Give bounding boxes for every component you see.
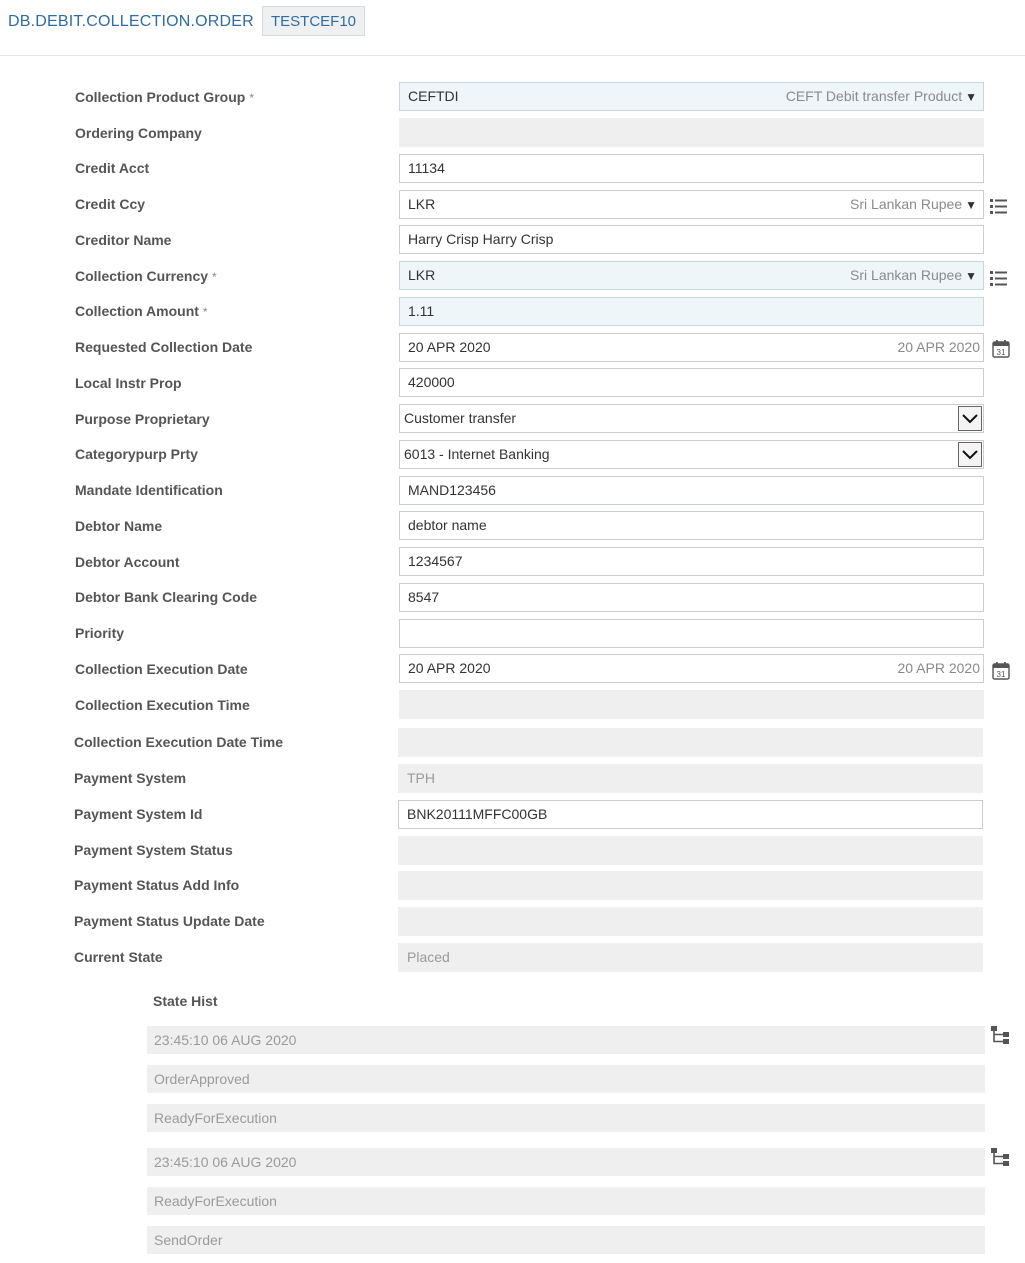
local-instr-prop-label: Local Instr Prop (75, 375, 182, 391)
hierarchy-icon[interactable] (989, 1023, 1011, 1045)
state-hist-entry: OrderApproved (147, 1065, 985, 1093)
collection-currency-field[interactable] (399, 261, 984, 290)
creditor-name-label: Creditor Name (75, 232, 172, 248)
credit-acct-label: Credit Acct (75, 160, 150, 176)
state-hist-entry: SendOrder (147, 1226, 985, 1254)
collection-execution-date-field[interactable] (399, 654, 984, 683)
collection-amount-field[interactable]: 1.11 (399, 297, 984, 326)
purpose-proprietary-label: Purpose Proprietary (75, 411, 210, 427)
label-text: Collection Product Group (75, 89, 246, 105)
field-description (850, 262, 977, 290)
date-display: 20 APR 2020 (897, 660, 980, 676)
required-marker: * (212, 270, 217, 284)
application-title: DB.DEBIT.COLLECTION.ORDER (8, 13, 254, 30)
svg-text:31: 31 (996, 348, 1006, 357)
payment-status-add-info-field (398, 871, 983, 900)
collection-currency-label (75, 268, 217, 284)
state-hist-label: State Hist (153, 993, 218, 1009)
state-hist-timestamp: 23:45:10 06 AUG 2020 (147, 1148, 985, 1176)
chevron-down-icon[interactable] (958, 406, 982, 431)
priority-label: Priority (75, 625, 125, 641)
debtor-account-label: Debtor Account (75, 554, 180, 570)
collection-execution-date-time-field (398, 728, 983, 757)
field-value: 20 APR 2020 (408, 339, 491, 355)
collection-execution-date-label: Collection Execution Date (75, 661, 248, 677)
payment-system-id-label: Payment System Id (74, 806, 203, 822)
payment-status-add-info-label: Payment Status Add Info (74, 877, 240, 893)
required-marker: * (249, 91, 255, 105)
calendar-icon[interactable] (990, 660, 1012, 682)
credit-ccy-field[interactable] (399, 190, 984, 219)
state-hist-timestamp: 23:45:10 06 AUG 2020 (147, 1026, 985, 1054)
collection-product-group-label (75, 89, 254, 105)
record-id-tab[interactable]: TESTCEF10 (262, 6, 365, 36)
required-marker: * (202, 305, 208, 319)
caret-down-icon[interactable]: ▼ (965, 269, 977, 283)
svg-text:31: 31 (996, 670, 1006, 679)
local-instr-prop-field[interactable]: 420000 (399, 368, 984, 397)
caret-down-icon[interactable]: ▼ (965, 198, 977, 212)
page-header (0, 0, 1025, 56)
debtor-bank-clearing-code-label: Debtor Bank Clearing Code (75, 589, 258, 605)
mandate-identification-label: Mandate Identification (75, 482, 223, 498)
credit-acct-field[interactable]: 11134 (399, 154, 984, 183)
categorypurp-prty-label: Categorypurp Prty (75, 446, 198, 462)
creditor-name-field[interactable]: Harry Crisp Harry Crisp (399, 225, 984, 254)
caret-down-icon[interactable]: ▼ (965, 90, 977, 104)
label-text: Collection Currency (75, 268, 209, 284)
calendar-icon[interactable] (990, 338, 1012, 360)
date-display: 20 APR 2020 (897, 339, 980, 355)
collection-amount-label (75, 303, 208, 319)
ordering-company-field (399, 118, 984, 147)
field-value: 20 APR 2020 (408, 660, 491, 676)
mandate-identification-field[interactable]: MAND123456 (399, 476, 984, 505)
state-hist-entry: ReadyForExecution (147, 1187, 985, 1215)
purpose-proprietary-select[interactable] (399, 404, 984, 433)
list-icon[interactable] (988, 267, 1010, 289)
select-value: 6013 - Internet Banking (404, 446, 550, 462)
list-icon[interactable] (988, 195, 1010, 217)
payment-system-status-label: Payment System Status (74, 842, 233, 858)
collection-execution-date-time-label: Collection Execution Date Time (74, 734, 284, 750)
hierarchy-icon[interactable] (989, 1145, 1011, 1167)
current-state-label: Current State (74, 949, 163, 965)
current-state-field: Placed (398, 943, 983, 972)
payment-system-id-field[interactable]: BNK20111MFFC00GB (398, 800, 983, 829)
debtor-account-field[interactable]: 1234567 (399, 547, 984, 576)
description-text: Sri Lankan Rupee (850, 267, 963, 283)
description-text: CEFT Debit transfer Product (785, 88, 963, 104)
priority-field[interactable] (399, 619, 984, 648)
payment-status-update-date-field (398, 907, 983, 936)
select-value: Customer transfer (404, 410, 517, 426)
field-value: CEFTDI (408, 88, 459, 104)
field-value: LKR (408, 196, 436, 212)
credit-ccy-label: Credit Ccy (75, 196, 146, 212)
description-text: Sri Lankan Rupee (850, 196, 963, 212)
debtor-bank-clearing-code-field[interactable]: 8547 (399, 583, 984, 612)
field-description (850, 191, 977, 219)
field-value: LKR (408, 267, 436, 283)
requested-collection-date-field[interactable] (399, 333, 984, 362)
debtor-name-field[interactable]: debtor name (399, 511, 984, 540)
chevron-down-icon[interactable] (958, 442, 982, 467)
field-description (786, 83, 977, 111)
payment-system-label: Payment System (74, 770, 187, 786)
payment-system-status-field (398, 836, 983, 865)
label-text: Collection Amount (75, 303, 199, 319)
requested-collection-date-label: Requested Collection Date (75, 339, 253, 355)
state-hist-entry: ReadyForExecution (147, 1104, 985, 1132)
collection-product-group-field[interactable] (399, 82, 984, 111)
payment-system-field: TPH (398, 764, 983, 793)
debtor-name-label: Debtor Name (75, 518, 163, 534)
ordering-company-label: Ordering Company (75, 125, 202, 141)
payment-status-update-date-label: Payment Status Update Date (74, 913, 265, 929)
categorypurp-prty-select[interactable] (399, 440, 984, 469)
collection-execution-time-field (399, 690, 984, 719)
collection-execution-time-label: Collection Execution Time (75, 697, 250, 713)
